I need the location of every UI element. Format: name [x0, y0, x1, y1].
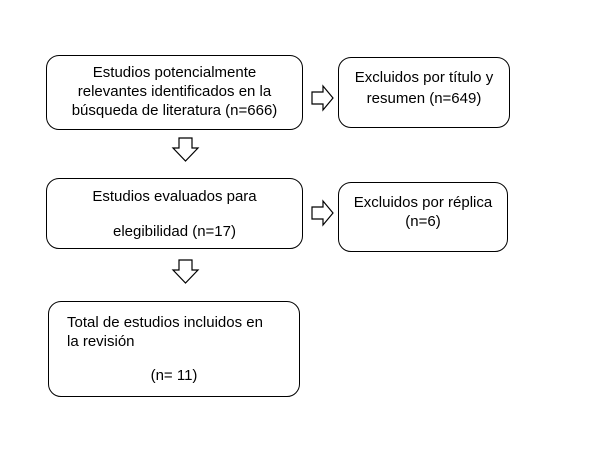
- excluded-title-line-2: resumen (n=649): [366, 90, 482, 107]
- excluded-title-box: [338, 57, 510, 128]
- identified-studies-box: [46, 55, 303, 130]
- included-line-2: la revisión: [67, 333, 135, 350]
- excluded-title-line-1: Excluidos por título y: [354, 69, 494, 86]
- down-arrow-2: [173, 260, 198, 283]
- down-arrow-1: [173, 138, 198, 161]
- identified-line-2: relevantes identificados en la: [77, 83, 272, 100]
- evaluated-studies-box: [46, 178, 303, 249]
- evaluated-line-2: elegibilidad (n=17): [112, 223, 236, 240]
- excluded-replica-line-1: Excluidos por réplica: [353, 194, 493, 211]
- excluded-replica-box: [338, 182, 508, 252]
- right-arrow-2: [312, 201, 334, 225]
- excluded-replica-line-2: (n=6): [405, 213, 441, 230]
- right-arrow-1: [312, 86, 334, 110]
- evaluated-line-1: Estudios evaluados para: [92, 188, 257, 205]
- included-studies-box: [48, 301, 300, 397]
- identified-line-1: Estudios potencialmente: [92, 64, 257, 81]
- identified-line-3: búsqueda de literatura (n=666): [71, 102, 278, 119]
- included-line-1: Total de estudios incluidos en: [67, 314, 263, 331]
- included-line-3: (n= 11): [150, 367, 198, 384]
